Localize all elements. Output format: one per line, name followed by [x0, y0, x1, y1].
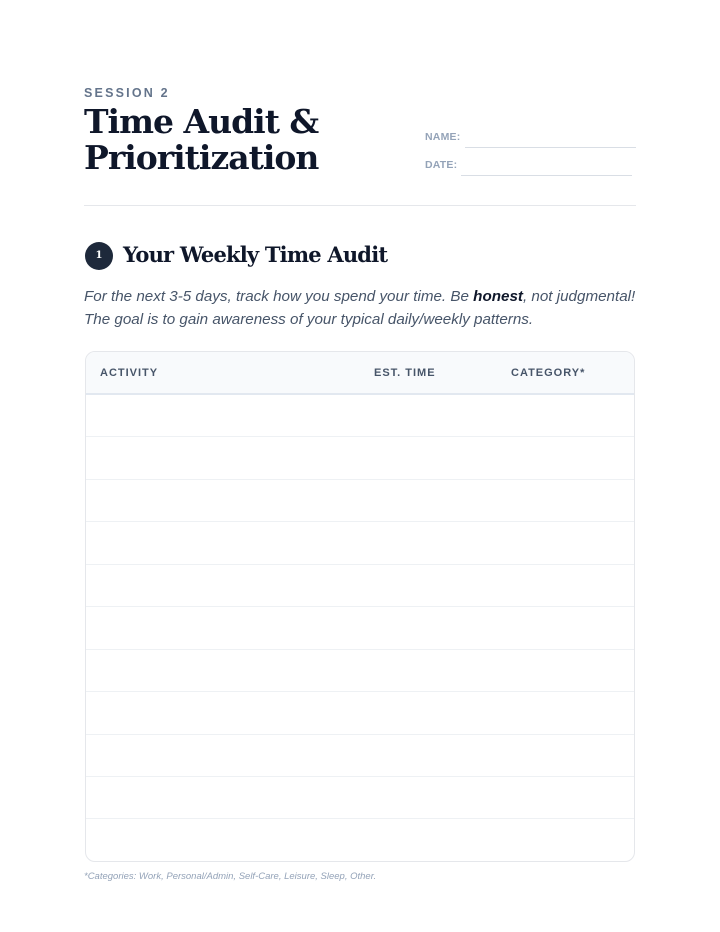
- table-row[interactable]: [86, 650, 634, 692]
- table-body: [86, 395, 634, 862]
- page-title-line-2: Prioritization: [84, 138, 319, 177]
- intro-emphasis: honest: [473, 288, 523, 305]
- name-label: NAME:: [425, 131, 461, 143]
- intro-line-1: [84, 285, 644, 308]
- table-row[interactable]: [86, 777, 634, 819]
- section-title: Your Weekly Time Audit: [123, 242, 388, 267]
- table-row[interactable]: [86, 692, 634, 734]
- intro-line-2: The goal is to gain awareness of your typical daily/weekly patterns.: [84, 311, 534, 328]
- name-input-line[interactable]: [465, 147, 636, 148]
- section-number-badge: 1: [85, 242, 113, 270]
- intro-text-2: , not judgmental!: [522, 288, 636, 305]
- table-row[interactable]: [86, 437, 634, 479]
- table-row[interactable]: [86, 565, 634, 607]
- session-eyebrow: SESSION 2: [84, 86, 170, 100]
- intro-text-1: For the next 3-5 days, track how you spend your time. Be: [84, 288, 474, 305]
- header-divider: [84, 205, 636, 206]
- table-row[interactable]: [86, 819, 634, 861]
- date-label: DATE:: [425, 159, 458, 171]
- table-row[interactable]: [86, 480, 634, 522]
- column-header-est-time: EST. TIME: [374, 367, 436, 379]
- page-title: [84, 104, 404, 176]
- page-title-line-1: Time Audit &: [84, 102, 319, 141]
- section-intro: [84, 285, 644, 331]
- table-row[interactable]: [86, 735, 634, 777]
- table-header: [86, 352, 634, 395]
- time-audit-table: [85, 351, 635, 862]
- categories-footnote: *Categories: Work, Personal/Admin, Self-Care, Leisure, Sleep, Other.: [84, 871, 377, 882]
- table-row[interactable]: [86, 522, 634, 564]
- column-header-category: CATEGORY*: [511, 367, 586, 379]
- table-row[interactable]: [86, 395, 634, 437]
- column-header-activity: ACTIVITY: [100, 367, 159, 379]
- date-input-line[interactable]: [461, 175, 632, 176]
- table-row[interactable]: [86, 607, 634, 649]
